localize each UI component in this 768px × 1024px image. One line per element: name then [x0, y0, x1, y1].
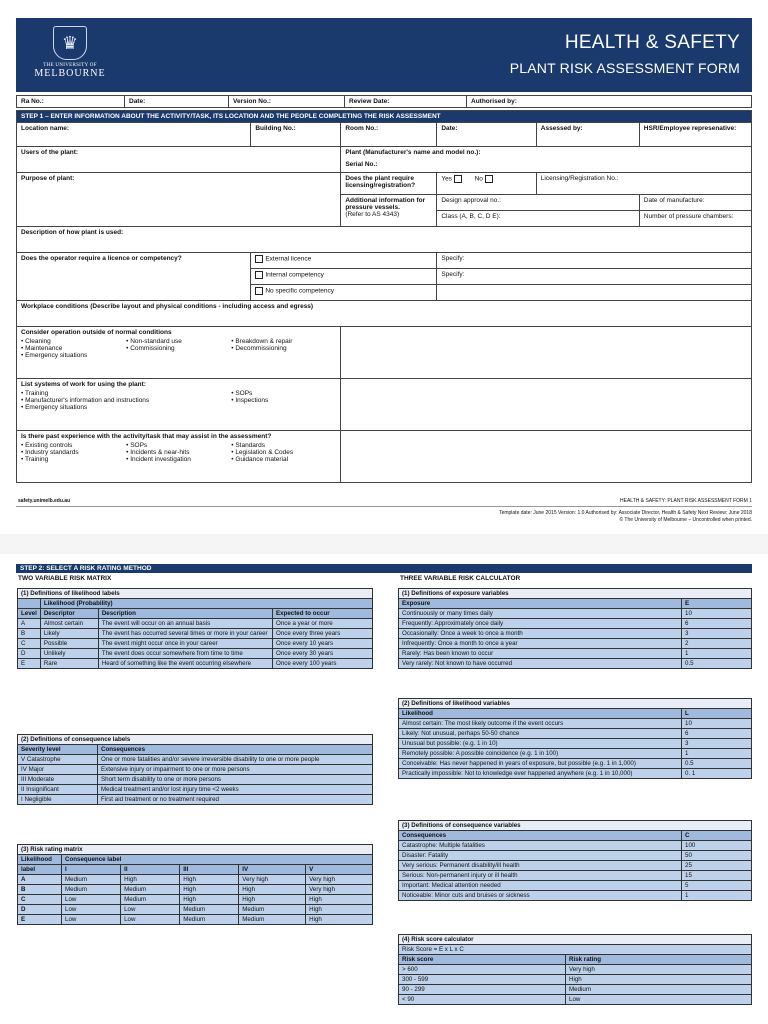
matrix-cell: High — [180, 875, 239, 885]
additional-info-label: Additional information for pressure vessels. — [345, 197, 426, 211]
table-cell: High — [566, 975, 752, 985]
table-row — [18, 755, 373, 765]
likelihood-cell: E — [18, 659, 41, 669]
table-cell: Almost certain: The most likely outcome if the event occurs — [399, 719, 682, 729]
manufacture-date-field[interactable]: Date of manufacture: — [639, 195, 751, 211]
matrix-row-label: B — [18, 885, 62, 895]
plant-field[interactable] — [341, 147, 752, 173]
matrix-col-header: III — [180, 865, 239, 875]
table-cell: 3 — [682, 739, 752, 749]
matrix-cell: High — [239, 885, 306, 895]
table-cell: First aid treatment or no treatment required — [98, 795, 373, 805]
calc-section-title: (4) Risk score calculator — [399, 935, 752, 945]
table-cell: Extensive injury or impairment to one or more persons — [98, 765, 373, 775]
matrix-row-label: C — [18, 895, 62, 905]
table-col-header: Risk score — [399, 955, 566, 965]
table-cell: Catastrophe: Multiple fatalities — [399, 841, 682, 851]
table-cell: Very rarely: Not known to have occurred — [399, 659, 682, 669]
likelihood-cell: Once every three years — [273, 629, 373, 639]
serial-label: Serial No.: — [345, 161, 378, 168]
three-variable-title: THREE VARIABLE RISK CALCULATOR — [400, 575, 521, 582]
list-item: Cleaning — [25, 338, 51, 345]
risk-matrix-table — [17, 844, 373, 925]
table-cell: < 90 — [399, 995, 566, 1005]
building-field[interactable]: Building No.: — [251, 123, 341, 147]
table-cell: 5 — [682, 881, 752, 891]
table-cell: Infrequently: Once a month to once a year — [399, 639, 682, 649]
matrix-col-header-row — [18, 865, 373, 875]
table-cell: 50 — [682, 851, 752, 861]
list-item: Breakdown & repair — [235, 338, 293, 345]
table-row — [18, 895, 373, 905]
form-subtitle: PLANT RISK ASSESSMENT FORM — [509, 60, 740, 76]
consequences-header: Consequences — [98, 745, 373, 755]
table-cell: 2 — [682, 639, 752, 649]
list-item: SOPs — [130, 442, 148, 449]
workplace-conditions-field[interactable]: Workplace conditions (Describe layout and physical conditions - including access and egress) — [17, 301, 752, 327]
table-cell: I Negligible — [18, 795, 98, 805]
table-col-header: Risk rating — [566, 955, 752, 965]
exposure-section-title: (1) Definitions of exposure variables — [399, 589, 752, 599]
design-approval-field[interactable]: Design approval no.: — [437, 195, 639, 211]
step1-date-field[interactable]: Date: — [437, 123, 536, 147]
likelihood-variables-table — [398, 698, 752, 779]
no-competency-option[interactable] — [251, 285, 437, 301]
table-row — [399, 975, 752, 985]
matrix-cell: Very high — [306, 885, 373, 895]
table-col-header: L — [682, 709, 752, 719]
table-cell: 15 — [682, 871, 752, 881]
table-cell: 0.5 — [682, 659, 752, 669]
table-cell: 300 - 599 — [399, 975, 566, 985]
likelihood-cell: Rare — [40, 659, 98, 669]
table-cell: Conceivable: Has never happened in years of exposure, but possible (e.g. 1 in 1,000) — [399, 759, 682, 769]
table-cell: 100 — [682, 841, 752, 851]
table-cell: > 600 — [399, 965, 566, 975]
table-cell: Very high — [566, 965, 752, 975]
list-item: Maintenance — [25, 345, 63, 352]
matrix-likelihood-header: Likelihood — [18, 855, 62, 865]
review-date-field[interactable]: Review Date: — [345, 96, 467, 108]
matrix-cell: Medium — [121, 895, 180, 905]
list-item: Industry standards — [25, 449, 79, 456]
table-cell: 1 — [682, 649, 752, 659]
form-title: HEALTH & SAFETY — [564, 32, 740, 53]
matrix-cell: High — [180, 885, 239, 895]
likelihood-cell: B — [18, 629, 41, 639]
page-gap — [0, 534, 768, 554]
assessed-by-field[interactable]: Assessed by: — [536, 123, 639, 147]
matrix-col-header: I — [62, 865, 121, 875]
likelihood-cell: Once a year or more — [273, 619, 373, 629]
table-cell: Likely: Not unusual, perhaps 50-50 chance — [399, 729, 682, 739]
version-field[interactable]: Version No.: — [229, 96, 345, 108]
top-info-row — [16, 95, 752, 108]
matrix-cell: Medium — [62, 885, 121, 895]
pressure-vessel-info — [341, 195, 437, 227]
table-cell: 0.5 — [682, 759, 752, 769]
matrix-cell: Medium — [239, 905, 306, 915]
likelihood-cell: D — [18, 649, 41, 659]
table-row — [399, 719, 752, 729]
crest-icon: ♛ — [53, 26, 87, 60]
external-licence-option[interactable] — [251, 253, 437, 269]
table-row — [399, 739, 752, 749]
likelihood-section-title: (1) Definitions of likelihood labels — [18, 589, 373, 599]
table-row — [18, 915, 373, 925]
yes-label: Yes — [441, 175, 452, 183]
authorised-by-field[interactable]: Authorised by: — [467, 96, 752, 108]
table-header-row — [399, 709, 752, 719]
likelihood-cell: Almost certain — [40, 619, 98, 629]
as-ref-label: (Refer to AS 4343) — [345, 211, 400, 218]
systems-response-field[interactable] — [341, 379, 752, 431]
likelihood-header-row — [18, 609, 373, 619]
list-item: Guidance material — [235, 456, 289, 463]
list-item: Emergency situations — [25, 404, 88, 411]
external-specify-field[interactable]: Specify: — [437, 253, 752, 269]
list-item: Decommissioning — [235, 345, 287, 352]
matrix-cell: Medium — [121, 885, 180, 895]
table-row — [18, 639, 373, 649]
table-row — [18, 875, 373, 885]
licensing-question: Does the plant require licensing/registration? — [341, 173, 437, 195]
matrix-row-label: D — [18, 905, 62, 915]
risk-score-formula: Risk Score = E x L x C — [399, 945, 752, 955]
form-header — [16, 18, 752, 92]
exposure-table — [398, 588, 752, 669]
room-field[interactable]: Room No.: — [341, 123, 437, 147]
step2-heading: STEP 2: SELECT A RISK RATING METHOD — [16, 564, 752, 573]
table-cell: 90 - 299 — [399, 985, 566, 995]
matrix-cell: Medium — [180, 915, 239, 925]
table-col-header: C — [682, 831, 752, 841]
matrix-cell: High — [306, 905, 373, 915]
likelihood-cell: Possible — [40, 639, 98, 649]
table-row — [399, 891, 752, 901]
footer-template-info — [499, 510, 752, 524]
matrix-section-title: (3) Risk rating matrix — [18, 845, 373, 855]
table-row — [18, 619, 373, 629]
likelihood-cell: The event might occur once in your career — [98, 639, 272, 649]
matrix-cell: High — [306, 895, 373, 905]
table-cell: Practically impossible: Not to knowledge ever happened anywhere (e.g. 1 in 10,000) — [399, 769, 682, 779]
list-item: Training — [24, 390, 49, 397]
no-checkbox[interactable] — [485, 175, 493, 183]
class-field[interactable]: Class (A, B, C, D E): — [437, 211, 639, 227]
matrix-consequence-header: Consequence label — [62, 855, 373, 865]
table-cell: Occasionally: Once a week to once a month — [399, 629, 682, 639]
list-item: Incidents & near-hits — [130, 449, 190, 456]
table-header-row — [399, 831, 752, 841]
consider-operation-cell: Consider operation outside of normal conditions • Cleaning • Maintenance • Emergency situations • Non-standard use • Commissioning • Breakdown & repair • Decommissioning — [17, 327, 341, 379]
users-field[interactable]: Users of the plant: — [17, 147, 341, 173]
no-competency-checkbox[interactable] — [255, 287, 263, 295]
university-logo — [30, 26, 110, 86]
likelihood-cell: The event has occurred several times or more in your career — [98, 629, 272, 639]
table-row — [18, 775, 373, 785]
consider-response-field[interactable] — [341, 327, 752, 379]
likelihood-cell: A — [18, 619, 41, 629]
past-heading: Is there past experience with the activity/task that may assist in the assessment? — [21, 433, 272, 440]
matrix-col-header: II — [121, 865, 180, 875]
table-cell: 3 — [682, 629, 752, 639]
matrix-cell: Low — [121, 905, 180, 915]
list-item: Standards — [235, 442, 265, 449]
severity-header: Severity level — [18, 745, 98, 755]
past-experience-cell: Is there past experience with the activity/task that may assist in the assessment? • Existing controls • Industry standards • Training • SOPs • Incidents & near-hits • Incident investigation • Standards • Legislation & Codes • Guidance material — [17, 431, 341, 483]
table-cell: IV Major — [18, 765, 98, 775]
no-label: No — [474, 175, 483, 183]
list-item: Training — [24, 456, 49, 463]
likelihood-col-header: Descriptor — [40, 609, 98, 619]
likelihood-labels-table — [17, 588, 373, 669]
table-cell: Short term disability to one or more persons — [98, 775, 373, 785]
step1-heading: STEP 1 – ENTER INFORMATION ABOUT THE ACTIVITY/TASK, ITS LOCATION AND THE PEOPLE COMPLETING THE RISK ASSESSMENT — [17, 111, 752, 123]
table-cell: One or more fatalities and/or severe irreversible disability to one or more people — [98, 755, 373, 765]
logo-small-text: THE UNIVERSITY OF — [43, 63, 97, 68]
footer-site[interactable]: safety.unimelb.edu.au — [18, 498, 71, 504]
table-col-header: Exposure — [399, 599, 682, 609]
table-row — [399, 851, 752, 861]
table-row — [399, 649, 752, 659]
systems-heading: List systems of work for using the plant: — [21, 381, 146, 388]
table-row — [399, 759, 752, 769]
likelihood-col-header: Level — [18, 609, 41, 619]
matrix-col-header: V — [306, 865, 373, 875]
table-row — [399, 985, 752, 995]
consider-heading: Consider operation outside of normal conditions — [21, 329, 172, 336]
table-cell: Important: Medical attention needed — [399, 881, 682, 891]
yes-checkbox[interactable] — [454, 175, 462, 183]
licence-question: Does the operator require a licence or competency? — [17, 253, 251, 301]
matrix-cell: Medium — [180, 905, 239, 915]
table-row — [399, 659, 752, 669]
table-cell: Remotely possible: A possible coincidence (e.g. 1 in 100) — [399, 749, 682, 759]
table-header-row — [399, 955, 752, 965]
table-row — [399, 769, 752, 779]
plant-label: Plant (Manufacturer's name and model no.): — [345, 149, 481, 156]
matrix-cell: Medium — [239, 915, 306, 925]
table-cell: 6 — [682, 729, 752, 739]
consequence-labels-table — [17, 734, 373, 805]
table-cell: Noticeable: Minor cuts and bruises or sickness — [399, 891, 682, 901]
external-licence-checkbox[interactable] — [255, 255, 263, 263]
table-cell: Continuously or many times daily — [399, 609, 682, 619]
table-cell: Low — [566, 995, 752, 1005]
table-cell: V Catastrophe — [18, 755, 98, 765]
matrix-row-label: E — [18, 915, 62, 925]
consequence3-section-title: (3) Definitions of consequence variables — [399, 821, 752, 831]
list-item: Inspections — [235, 397, 269, 404]
list-item: Emergency situations — [25, 352, 88, 359]
list-item: Commissioning — [130, 345, 175, 352]
table-row — [399, 749, 752, 759]
pressure-chambers-field[interactable]: Number of pressure chambers: — [639, 211, 751, 227]
matrix-label-header: label — [18, 865, 62, 875]
likelihood-col-header: Expected to occur — [273, 609, 373, 619]
table-cell: Medium — [566, 985, 752, 995]
table-row — [399, 881, 752, 891]
internal-competency-option[interactable] — [251, 269, 437, 285]
table-cell: Rarely: Has been known to occur — [399, 649, 682, 659]
table-row — [18, 795, 373, 805]
matrix-cell: Medium — [62, 875, 121, 885]
list-item: Legislation & Codes — [235, 449, 294, 456]
licensing-number-field[interactable]: Licensing/Registration No.: — [536, 173, 751, 195]
table-cell: Serious: Non-permanent injury or ill health — [399, 871, 682, 881]
table-cell: Medical treatment and/or lost injury time <2 weeks — [98, 785, 373, 795]
likelihood-cell: Unlikely — [40, 649, 98, 659]
table-row — [399, 965, 752, 975]
table-row — [399, 609, 752, 619]
consequence-section-title: (2) Definitions of consequence labels — [18, 735, 373, 745]
hsr-field[interactable]: HSR/Employee represenative: — [639, 123, 751, 147]
table-row — [18, 885, 373, 895]
table-col-header: Consequences — [399, 831, 682, 841]
no-competency-label: No specific competency — [265, 287, 334, 295]
likelihood-cell: The event will occur on an annual basis — [98, 619, 272, 629]
table-cell: III Moderate — [18, 775, 98, 785]
external-licence-label: External licence — [265, 255, 312, 263]
likelihood-cell: Once every 10 years — [273, 639, 373, 649]
likelihood-cell: Once every 100 years — [273, 659, 373, 669]
internal-competency-label: Internal competency — [265, 271, 324, 279]
table-row — [399, 861, 752, 871]
likelihood-group-header: Likelihood (Probability) — [40, 599, 372, 609]
table-row — [399, 629, 752, 639]
step1-table — [16, 110, 752, 483]
table-row — [18, 785, 373, 795]
list-item: Non-standard use — [130, 338, 182, 345]
date-field[interactable]: Date: — [125, 96, 229, 108]
matrix-row-label: A — [18, 875, 62, 885]
table-row — [18, 629, 373, 639]
table-col-header: Likelihood — [399, 709, 682, 719]
likelihood-cell: Likely — [40, 629, 98, 639]
table-cell: II Insignificant — [18, 785, 98, 795]
table-row — [399, 639, 752, 649]
form-page-2 — [0, 554, 768, 1024]
risk-score-calculator-table — [398, 934, 752, 1005]
table-row — [399, 729, 752, 739]
list-item: SOPs — [235, 390, 253, 397]
matrix-cell: Low — [121, 915, 180, 925]
table-header-row — [399, 599, 752, 609]
description-field[interactable]: Description of how plant is used: — [17, 227, 752, 253]
footer-divider — [16, 506, 752, 507]
likelihood-cell: Once every 30 years — [273, 649, 373, 659]
footer-form-name: HEALTH & SAFETY: PLANT RISK ASSESSMENT FORM 1 — [620, 498, 752, 504]
consequence-variables-table — [398, 820, 752, 901]
table-row — [18, 765, 373, 775]
table-row — [18, 905, 373, 915]
matrix-cell: High — [121, 875, 180, 885]
table-cell: 1 — [682, 891, 752, 901]
list-item: Existing controls — [25, 442, 73, 449]
internal-competency-checkbox[interactable] — [255, 271, 263, 279]
footer-template-line: Template date: June 2015 Version: 1.0 Authorised by: Associate Director, Health & Safety Next Review: June 2018 — [499, 510, 752, 516]
matrix-cell: High — [180, 895, 239, 905]
likelihood-col-header: Description — [98, 609, 272, 619]
nospec-blank-cell — [437, 285, 752, 301]
list-item: Manufacturer's information and instructions — [25, 397, 150, 404]
table-cell: Frequently: Approximately once daily — [399, 619, 682, 629]
table-cell: 1 — [682, 749, 752, 759]
table-cell: Unusual but possible: (e.g. 1 in 10) — [399, 739, 682, 749]
matrix-cell: High — [239, 895, 306, 905]
two-variable-title: TWO VARIABLE RISK MATRIX — [18, 575, 112, 582]
likelihood-cell: C — [18, 639, 41, 649]
logo-big-text: MELBOURNE — [34, 68, 106, 79]
table-row — [18, 649, 373, 659]
past-response-field[interactable] — [341, 431, 752, 483]
location-field[interactable]: Location name: — [17, 123, 251, 147]
matrix-cell: Low — [62, 905, 121, 915]
table-row — [399, 841, 752, 851]
footer-copyright-line: © The University of Melbourne – Uncontrolled when printed. — [619, 517, 752, 523]
matrix-col-header: IV — [239, 865, 306, 875]
table-cell: 0. 1 — [682, 769, 752, 779]
likelihood3-section-title: (2) Definitions of likelihood variables — [399, 699, 752, 709]
yes-no-options — [437, 173, 536, 195]
likelihood-cell: Heard of something like the event occurring elsewhere — [98, 659, 272, 669]
table-row — [18, 659, 373, 669]
table-row — [399, 871, 752, 881]
systems-of-work-cell: List systems of work for using the plant: • Training • Manufacturer's information and instructions • Emergency situations • SOPs • Inspections — [17, 379, 341, 431]
table-col-header: E — [682, 599, 752, 609]
table-row — [399, 619, 752, 629]
purpose-field[interactable]: Purpose of plant: — [17, 173, 341, 227]
list-item: Incident investigation — [130, 456, 191, 463]
matrix-cell: Very high — [239, 875, 306, 885]
table-row — [399, 995, 752, 1005]
matrix-cell: Very high — [306, 875, 373, 885]
matrix-cell: Low — [62, 915, 121, 925]
table-cell: 10 — [682, 719, 752, 729]
ra-no-field[interactable]: Ra No.: — [17, 96, 125, 108]
internal-specify-field[interactable]: Specify: — [437, 269, 752, 285]
likelihood-cell: The event does occur somewhere from time to time — [98, 649, 272, 659]
table-cell: 25 — [682, 861, 752, 871]
table-cell: 10 — [682, 609, 752, 619]
table-cell: Disaster: Fatality — [399, 851, 682, 861]
matrix-cell: Low — [62, 895, 121, 905]
table-cell: 6 — [682, 619, 752, 629]
table-cell: Very serious: Permanent disability/ill health — [399, 861, 682, 871]
matrix-cell: High — [306, 915, 373, 925]
